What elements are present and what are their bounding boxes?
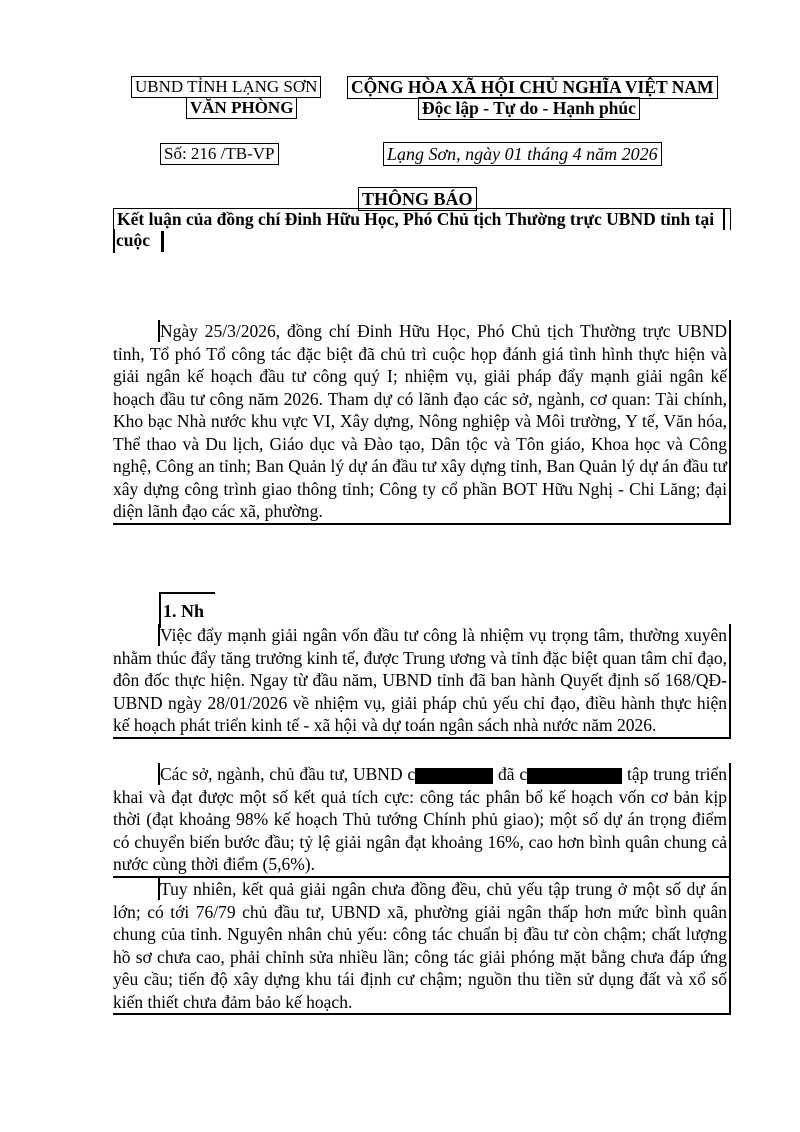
document-subtitle-cont: cuộc (116, 230, 151, 250)
paragraph-text-rest: tập trung triển khai và đạt được một số kết quả tích cực: công tác phân bổ kế hoạch vốn cơ bản kịp thời (đạt khoảng 98% kế hoạch Thủ tướng Chính phủ giao); một số dự án trọng điểm có chuyển biến bước đầu; tỷ lệ giải ngân đạt khoảng 16%, cao hơn bình quân chung cả nước cùng thời điểm (5,6%). (113, 764, 727, 874)
divider (158, 624, 160, 646)
divider (723, 208, 725, 230)
office-name: VĂN PHÒNG (186, 97, 297, 119)
national-motto: CỘNG HÒA XÃ HỘI CHỦ NGHĨA VIỆT NAM (347, 76, 718, 99)
redaction-mark (161, 231, 726, 252)
agency-name: UBND TỈNH LẠNG SƠN (131, 76, 321, 98)
paragraph-text-mid: đã c (493, 764, 528, 784)
divider (158, 878, 160, 900)
redaction-mark (415, 768, 493, 784)
paragraph-text-start: Các sở, ngành, chủ đầu tư, UBND c (160, 764, 416, 784)
section1-paragraph-2 (113, 763, 731, 878)
section-heading: 1. Nh (159, 592, 215, 628)
place-date: Lạng Sơn, ngày 01 tháng 4 năm 2026 (383, 142, 662, 166)
redaction-mark (527, 768, 622, 784)
document-subtitle: Kết luận của đồng chí Đinh Hữu Học, Phó Chủ tịch Thường trực UBND tỉnh tại (113, 208, 731, 230)
divider (158, 763, 160, 785)
document-number: Số: 216 /TB-VP (160, 143, 279, 165)
divider (113, 229, 115, 253)
divider (158, 320, 160, 342)
intro-paragraph: Ngày 25/3/2026, đồng chí Đinh Hữu Học, Phó Chủ tịch Thường trực UBND tỉnh, Tổ phó Tổ công tác đặc biệt đã chủ trì cuộc họp đánh giá tình hình thực hiện và giải ngân kế hoạch đầu tư công quý I; nhiệm vụ, giải pháp đẩy mạnh giải ngân kế hoạch đầu tư công năm 2026. Tham dự có lãnh đạo các sở, ngành, cơ quan: Tài chính, Kho bạc Nhà nước khu vực VI, Xây dựng, Nông nghiệp và Môi trường, Y tế, Văn hóa, Thể thao và Du lịch, Giáo dục và Đào tạo, Dân tộc và Tôn giáo, Khoa học và Công nghệ, Công an tỉnh; Ban Quản lý dự án đầu tư xây dựng tỉnh, Ban Quản lý dự án đầu tư xây dựng công trình giao thông tỉnh; Công ty cổ phần BOT Hữu Nghị - Chi Lăng; đại diện lãnh đạo các xã, phường. (113, 320, 731, 525)
document-title: THÔNG BÁO (358, 187, 477, 211)
motto-subtitle: Độc lập - Tự do - Hạnh phúc (418, 97, 640, 120)
section1-paragraph-3: Tuy nhiên, kết quả giải ngân chưa đồng đều, chủ yếu tập trung ở một số dự án lớn; có tới 76/79 chủ đầu tư, UBND xã, phường giải ngân thấp hơn mức bình quân chung của tỉnh. Nguyên nhân chủ yếu: công tác chuẩn bị đầu tư còn chậm; chất lượng hồ sơ chưa cao, phải chỉnh sửa nhiều lần; công tác giải phóng mặt bằng chưa đáp ứng yêu cầu; tiến độ xây dựng khu tái định cư chậm; nguồn thu tiền sử dụng đất và xổ số kiến thiết chưa đảm bảo kế hoạch. (113, 878, 731, 1015)
section1-paragraph-1: Việc đẩy mạnh giải ngân vốn đầu tư công là nhiệm vụ trọng tâm, thường xuyên nhằm thúc đẩy tăng trưởng kinh tế, được Trung ương và tỉnh đặc biệt quan tâm chỉ đạo, đôn đốc thực hiện. Ngay từ đầu năm, UBND tỉnh đã ban hành Quyết định số 168/QĐ-UBND ngày 28/01/2026 về nhiệm vụ, giải pháp chủ yếu chỉ đạo, điều hành thực hiện kế hoạch phát triển kinh tế - xã hội và dự toán ngân sách nhà nước năm 2026. (113, 624, 731, 739)
